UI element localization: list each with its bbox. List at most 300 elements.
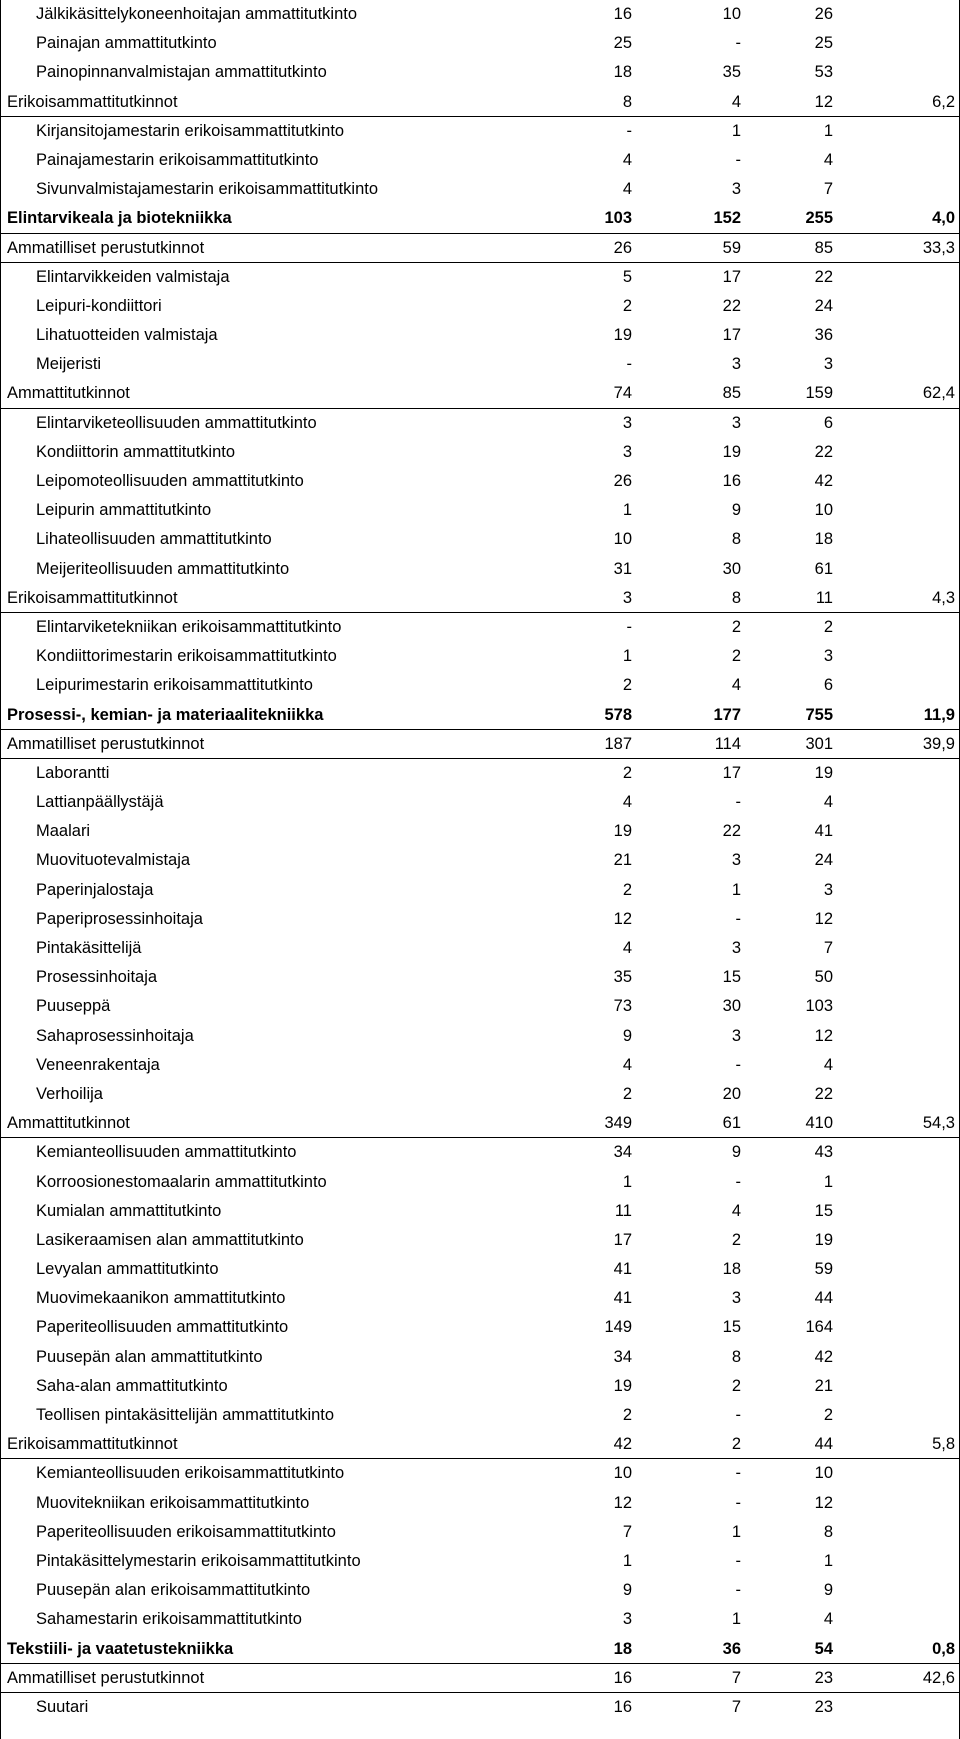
cell-col-2: 114: [714, 734, 741, 753]
cell-col-1: 103: [604, 209, 632, 228]
cell-col-1: 2: [622, 880, 632, 899]
row-label: Muovituotevalmistaja: [36, 851, 191, 870]
cell-col-3: 12: [814, 1026, 833, 1045]
row-label: Lattianpäällystäjä: [36, 793, 164, 812]
cell-col-1: 16: [613, 5, 632, 23]
cell-col-1: 10: [613, 1464, 632, 1483]
cell-col-1: 34: [613, 1347, 632, 1366]
row-label: Kemianteollisuuden erikoisammattitutkinto: [36, 1464, 345, 1483]
cell-col-4: 54,3: [922, 1114, 955, 1133]
table-row: [0, 117, 960, 146]
row-label: Kumialan ammattitutkinto: [36, 1201, 222, 1220]
cell-col-1: 74: [613, 384, 632, 403]
row-label: Sahamestarin erikoisammattitutkinto: [36, 1610, 302, 1629]
row-label: Muovitekniikan erikoisammattitutkinto: [36, 1493, 310, 1512]
row-label: Paperiteollisuuden erikoisammattitutkinto: [36, 1522, 336, 1541]
table-row: [0, 642, 960, 671]
cell-col-1: 1: [622, 647, 632, 666]
cell-col-3: 53: [814, 63, 833, 82]
table-row: [0, 905, 960, 934]
cell-col-2: 35: [722, 63, 741, 82]
row-label: Paperiprosessinhoitaja: [36, 909, 203, 928]
table-row: [0, 292, 960, 321]
table-group-row: [0, 730, 960, 759]
table-row: [0, 525, 960, 554]
cell-col-1: 7: [622, 1522, 632, 1541]
cell-col-3: 24: [814, 851, 833, 870]
cell-col-3: 3: [823, 355, 833, 374]
cell-col-2: 20: [722, 1084, 741, 1103]
cell-col-3: 7: [823, 939, 833, 957]
cell-col-1: 2: [622, 296, 632, 315]
row-label: Tekstiili- ja vaatetustekniikka: [7, 1639, 234, 1658]
cell-col-1: 35: [613, 968, 632, 987]
table-row: [0, 613, 960, 642]
table-group-row: [0, 584, 960, 613]
table-row: [0, 1051, 960, 1080]
cell-col-3: 42: [814, 1347, 833, 1366]
cell-col-2: 3: [731, 1026, 741, 1045]
cell-col-2: -: [735, 1172, 741, 1191]
cell-col-3: 7: [823, 180, 833, 199]
row-label: Leipuri-kondiittori: [36, 296, 162, 315]
cell-col-2: 177: [713, 705, 741, 724]
cell-col-1: 9: [622, 1581, 632, 1600]
cell-col-2: -: [735, 1406, 741, 1424]
cell-col-3: 755: [805, 705, 833, 724]
cell-col-1: 18: [613, 1639, 632, 1658]
cell-col-2: -: [735, 1464, 741, 1483]
cell-col-1: 18: [613, 63, 632, 82]
cell-col-3: 41: [814, 822, 833, 841]
cell-col-3: 44: [814, 1435, 833, 1454]
cell-col-3: 8: [823, 1522, 833, 1541]
cell-col-3: 3: [823, 880, 833, 899]
cell-col-3: 43: [814, 1143, 833, 1162]
cell-col-2: 3: [731, 355, 741, 374]
cell-col-1: 1: [622, 1172, 632, 1191]
cell-col-2: 3: [731, 413, 741, 432]
table-row: [0, 438, 960, 467]
cell-col-3: 301: [805, 734, 833, 753]
row-label: Maalari: [36, 822, 91, 841]
row-label: Lasikeraamisen alan ammattitutkinto: [36, 1230, 304, 1249]
table-section-row: [0, 204, 960, 233]
row-label: Painajamestarin erikoisammattitutkinto: [36, 150, 319, 169]
cell-col-1: -: [626, 121, 632, 140]
cell-col-3: 12: [814, 92, 833, 111]
cell-col-2: 3: [731, 180, 741, 199]
cell-col-1: 26: [613, 238, 632, 257]
table-row: [0, 321, 960, 350]
cell-col-1: 2: [622, 676, 632, 695]
cell-col-1: 4: [622, 180, 632, 199]
cell-col-3: 21: [814, 1376, 833, 1395]
row-label: Elintarvikkeiden valmistaja: [36, 267, 230, 286]
cell-col-3: 15: [814, 1201, 833, 1220]
row-label: Ammatilliset perustutkinnot: [7, 734, 205, 753]
row-label: Pintakäsittelijä: [36, 939, 142, 957]
cell-col-2: 3: [731, 939, 741, 957]
row-label: Meijeristi: [36, 355, 102, 374]
cell-col-3: 10: [814, 1464, 833, 1483]
table-group-row: [0, 379, 960, 408]
cell-col-3: 4: [823, 150, 833, 169]
row-label: Saha-alan ammattitutkinto: [36, 1376, 228, 1395]
table-row: [0, 350, 960, 379]
cell-col-1: 12: [613, 1493, 632, 1512]
cell-col-3: 24: [814, 296, 833, 315]
row-label: Meijeriteollisuuden ammattitutkinto: [36, 559, 290, 578]
cell-col-3: 1: [823, 1551, 833, 1570]
row-label: Pintakäsittelymestarin erikoisammattitutkinto: [36, 1551, 361, 1570]
cell-col-3: 10: [814, 501, 833, 520]
cell-col-3: 61: [814, 559, 833, 578]
cell-col-1: 26: [613, 472, 632, 490]
row-label: Erikoisammattitutkinnot: [7, 92, 178, 111]
row-label: Elintarviketeollisuuden ammattitutkinto: [36, 413, 317, 432]
table-row: [0, 29, 960, 58]
cell-col-2: 4: [731, 676, 741, 695]
table-row: [0, 146, 960, 175]
row-label: Sahaprosessinhoitaja: [36, 1026, 194, 1045]
cell-col-1: 19: [613, 326, 632, 345]
cell-col-2: -: [735, 793, 741, 812]
cell-col-4: 42,6: [922, 1668, 955, 1687]
table-row: [0, 0, 960, 29]
cell-col-2: -: [735, 1493, 741, 1512]
cell-col-4: 0,8: [932, 1639, 955, 1658]
row-label: Sivunvalmistajamestarin erikoisammattitutkinto: [36, 180, 379, 199]
table-row: [0, 175, 960, 204]
row-label: Verhoilija: [36, 1084, 103, 1103]
cell-col-3: 4: [823, 1610, 833, 1629]
table-row: [0, 934, 960, 963]
table-row: [0, 1372, 960, 1401]
cell-col-4: 33,3: [922, 238, 955, 257]
cell-col-2: 4: [731, 1201, 741, 1220]
cell-col-2: -: [735, 150, 741, 169]
cell-col-1: 2: [622, 1084, 632, 1103]
table-row: [0, 1226, 960, 1255]
cell-col-3: 54: [814, 1639, 833, 1658]
row-label: Kondiittorimestarin erikoisammattitutkinto: [36, 647, 337, 666]
row-label: Veneenrakentaja: [36, 1055, 160, 1074]
cell-col-1: 187: [604, 734, 632, 753]
row-label: Paperiteollisuuden ammattitutkinto: [36, 1318, 289, 1337]
table-row: [0, 1255, 960, 1284]
cell-col-3: 3: [823, 647, 833, 666]
cell-col-2: 17: [722, 267, 741, 286]
cell-col-3: 159: [805, 384, 833, 403]
row-label: Kirjansitojamestarin erikoisammattitutkinto: [36, 121, 345, 140]
table-row: [0, 992, 960, 1021]
row-label: Elintarviketekniikan erikoisammattitutkinto: [36, 617, 342, 636]
row-label: Levyalan ammattitutkinto: [36, 1260, 219, 1279]
cell-col-4: 5,8: [932, 1435, 955, 1454]
cell-col-2: 3: [731, 851, 741, 870]
cell-col-3: 255: [805, 209, 833, 228]
cell-col-1: 3: [622, 413, 632, 432]
cell-col-4: 62,4: [922, 384, 955, 403]
row-label: Leipurin ammattitutkinto: [36, 501, 212, 520]
cell-col-2: 85: [722, 384, 741, 403]
row-label: Prosessi-, kemian- ja materiaalitekniikka: [7, 705, 324, 724]
row-label: Painopinnanvalmistajan ammattitutkinto: [36, 63, 327, 82]
table-row: [0, 1022, 960, 1051]
cell-col-1: 11: [614, 1201, 632, 1220]
table-group-row: [0, 1664, 960, 1693]
table-row: [0, 876, 960, 905]
cell-col-2: 2: [731, 1435, 741, 1454]
cell-col-1: 12: [613, 909, 632, 928]
cell-col-2: 1: [731, 1522, 741, 1541]
table-row: [0, 58, 960, 87]
cell-col-2: 4: [731, 92, 741, 111]
cell-col-2: 2: [731, 647, 741, 666]
table-row: [0, 496, 960, 525]
row-label: Lihatuotteiden valmistaja: [36, 326, 218, 345]
row-label: Puusepän alan erikoisammattitutkinto: [36, 1581, 311, 1600]
cell-col-1: 3: [622, 588, 632, 607]
cell-col-3: 19: [814, 1230, 833, 1249]
row-label: Ammattitutkinnot: [7, 384, 130, 403]
cell-col-4: 4,3: [932, 588, 955, 607]
table-row: [0, 1605, 960, 1634]
table-border-left: [0, 0, 1, 1739]
table-row: [0, 1547, 960, 1576]
cell-col-1: 4: [622, 793, 632, 812]
row-label: Suutari: [36, 1697, 89, 1716]
table-row: [0, 1576, 960, 1605]
cell-col-1: 8: [622, 92, 632, 111]
cell-col-1: 578: [604, 705, 632, 724]
cell-col-2: 9: [731, 501, 741, 520]
cell-col-1: 10: [613, 530, 632, 549]
cell-col-2: 22: [722, 822, 741, 841]
table-row: [0, 963, 960, 992]
cell-col-2: 17: [722, 763, 741, 782]
table-row: [0, 1401, 960, 1430]
cell-col-2: 19: [722, 442, 741, 461]
cell-col-2: 8: [731, 530, 741, 549]
table-row: [0, 1693, 960, 1722]
cell-col-3: 26: [814, 5, 833, 23]
cell-col-1: 41: [613, 1260, 632, 1279]
cell-col-3: 12: [814, 909, 833, 928]
cell-col-3: 11: [815, 588, 833, 607]
cell-col-1: 4: [622, 1055, 632, 1074]
cell-col-3: 6: [823, 413, 833, 432]
table-section-row: [0, 1635, 960, 1664]
cell-col-1: 4: [622, 939, 632, 957]
table-row: [0, 817, 960, 846]
cell-col-2: 18: [722, 1260, 741, 1279]
cell-col-1: 42: [613, 1435, 632, 1454]
row-label: Ammatilliset perustutkinnot: [7, 1668, 205, 1687]
table-row: [0, 1284, 960, 1313]
row-label: Puuseppä: [36, 997, 111, 1016]
cell-col-2: 30: [722, 559, 741, 578]
row-label: Kondiittorin ammattitutkinto: [36, 442, 236, 461]
table-group-row: [0, 1430, 960, 1459]
table-row: [0, 1168, 960, 1197]
cell-col-3: 164: [805, 1318, 833, 1337]
cell-col-3: 1: [823, 121, 833, 140]
table-row: [0, 846, 960, 875]
cell-col-1: 21: [613, 851, 632, 870]
cell-col-1: 16: [613, 1697, 632, 1716]
cell-col-2: 1: [731, 880, 741, 899]
table-group-row: [0, 88, 960, 117]
table-section-row: [0, 701, 960, 730]
row-label: Paperinjalostaja: [36, 880, 154, 899]
table-row: [0, 1313, 960, 1342]
table-group-row: [0, 234, 960, 263]
table-row: [0, 1489, 960, 1518]
row-label: Ammatilliset perustutkinnot: [7, 238, 205, 257]
cell-col-3: 2: [823, 617, 833, 636]
cell-col-2: 15: [722, 1318, 741, 1337]
cell-col-1: 3: [622, 1610, 632, 1629]
row-label: Lihateollisuuden ammattitutkinto: [36, 530, 272, 549]
cell-col-2: 7: [731, 1697, 741, 1716]
cell-col-2: 22: [722, 296, 741, 315]
table-row: [0, 671, 960, 700]
cell-col-1: 1: [622, 501, 632, 520]
cell-col-3: 23: [814, 1668, 833, 1687]
cell-col-3: 4: [823, 793, 833, 812]
cell-col-2: 15: [722, 968, 741, 987]
cell-col-1: 34: [613, 1143, 632, 1162]
cell-col-1: 1: [622, 1551, 632, 1570]
cell-col-3: 44: [814, 1289, 833, 1308]
cell-col-1: 149: [604, 1318, 632, 1337]
cell-col-2: -: [735, 909, 741, 928]
table-group-row: [0, 1109, 960, 1138]
cell-col-2: 1: [731, 121, 741, 140]
cell-col-4: 39,9: [922, 734, 955, 753]
cell-col-2: 3: [731, 1289, 741, 1308]
cell-col-1: -: [626, 617, 632, 636]
cell-col-4: 6,2: [932, 92, 955, 111]
table-row: [0, 1197, 960, 1226]
cell-col-2: 1: [731, 1610, 741, 1629]
cell-col-1: 9: [622, 1026, 632, 1045]
cell-col-2: 7: [731, 1668, 741, 1687]
table-row: [0, 467, 960, 496]
row-label: Jälkikäsittelykoneenhoitajan ammattitutkinto: [36, 5, 358, 23]
cell-col-2: 2: [731, 1376, 741, 1395]
cell-col-3: 4: [823, 1055, 833, 1074]
table-row: [0, 1343, 960, 1372]
cell-col-2: 2: [731, 1230, 741, 1249]
cell-col-3: 22: [814, 267, 833, 286]
row-label: Laborantti: [36, 763, 110, 782]
cell-col-1: 3: [622, 442, 632, 461]
cell-col-3: 23: [814, 1697, 833, 1716]
cell-col-2: 2: [731, 617, 741, 636]
cell-col-1: 4: [622, 150, 632, 169]
cell-col-3: 59: [814, 1260, 833, 1279]
cell-col-3: 22: [814, 1084, 833, 1103]
cell-col-2: 30: [722, 997, 741, 1016]
cell-col-1: 25: [613, 34, 632, 53]
row-label: Prosessinhoitaja: [36, 968, 158, 987]
row-label: Korroosionestomaalarin ammattitutkinto: [36, 1172, 327, 1191]
row-label: Teollisen pintakäsittelijän ammattitutkinto: [36, 1406, 335, 1424]
cell-col-2: -: [735, 1551, 741, 1570]
cell-col-1: 349: [604, 1114, 632, 1133]
cell-col-2: -: [735, 1055, 741, 1074]
cell-col-2: 59: [722, 238, 741, 257]
cell-col-3: 12: [814, 1493, 833, 1512]
cell-col-2: -: [735, 1581, 741, 1600]
cell-col-2: 8: [731, 588, 741, 607]
row-label: Painajan ammattitutkinto: [36, 34, 217, 53]
row-label: Muovimekaanikon ammattitutkinto: [36, 1289, 286, 1308]
table-row: [0, 1459, 960, 1488]
row-label: Leipomoteollisuuden ammattitutkinto: [36, 472, 304, 490]
cell-col-4: 4,0: [932, 209, 955, 228]
cell-col-1: 19: [613, 822, 632, 841]
table-row: [0, 555, 960, 584]
cell-col-1: 2: [622, 1406, 632, 1424]
cell-col-3: 1: [823, 1172, 833, 1191]
cell-col-3: 42: [814, 472, 833, 490]
row-label: Leipurimestarin erikoisammattitutkinto: [36, 676, 313, 695]
table-row: [0, 759, 960, 788]
cell-col-1: 73: [613, 997, 632, 1016]
cell-col-3: 85: [814, 238, 833, 257]
cell-col-3: 22: [814, 442, 833, 461]
table-row: [0, 1138, 960, 1167]
cell-col-1: 17: [613, 1230, 632, 1249]
cell-col-2: 152: [713, 209, 741, 228]
cell-col-1: 2: [622, 763, 632, 782]
cell-col-2: 8: [731, 1347, 741, 1366]
cell-col-1: 31: [613, 559, 632, 578]
cell-col-1: 5: [622, 267, 632, 286]
cell-col-2: 10: [722, 5, 741, 23]
cell-col-3: 103: [805, 997, 833, 1016]
cell-col-2: 9: [731, 1143, 741, 1162]
table-row: [0, 1518, 960, 1547]
cell-col-2: 16: [722, 472, 741, 490]
row-label: Ammattitutkinnot: [7, 1114, 130, 1133]
cell-col-1: 16: [613, 1668, 632, 1687]
row-label: Erikoisammattitutkinnot: [7, 588, 178, 607]
cell-col-1: -: [626, 355, 632, 374]
table-row: [0, 263, 960, 292]
table-row: [0, 788, 960, 817]
cell-col-3: 410: [805, 1114, 833, 1133]
table-row: [0, 409, 960, 438]
cell-col-3: 6: [823, 676, 833, 695]
cell-col-3: 36: [814, 326, 833, 345]
cell-col-3: 50: [814, 968, 833, 987]
table-row: [0, 1080, 960, 1109]
cell-col-2: 36: [722, 1639, 741, 1658]
cell-col-3: 9: [823, 1581, 833, 1600]
cell-col-1: 41: [613, 1289, 632, 1308]
cell-col-3: 2: [823, 1406, 833, 1424]
row-label: Elintarvikeala ja biotekniikka: [7, 209, 232, 228]
cell-col-2: 17: [722, 326, 741, 345]
cell-col-3: 19: [814, 763, 833, 782]
cell-col-2: -: [735, 34, 741, 53]
row-label: Puusepän alan ammattitutkinto: [36, 1347, 263, 1366]
